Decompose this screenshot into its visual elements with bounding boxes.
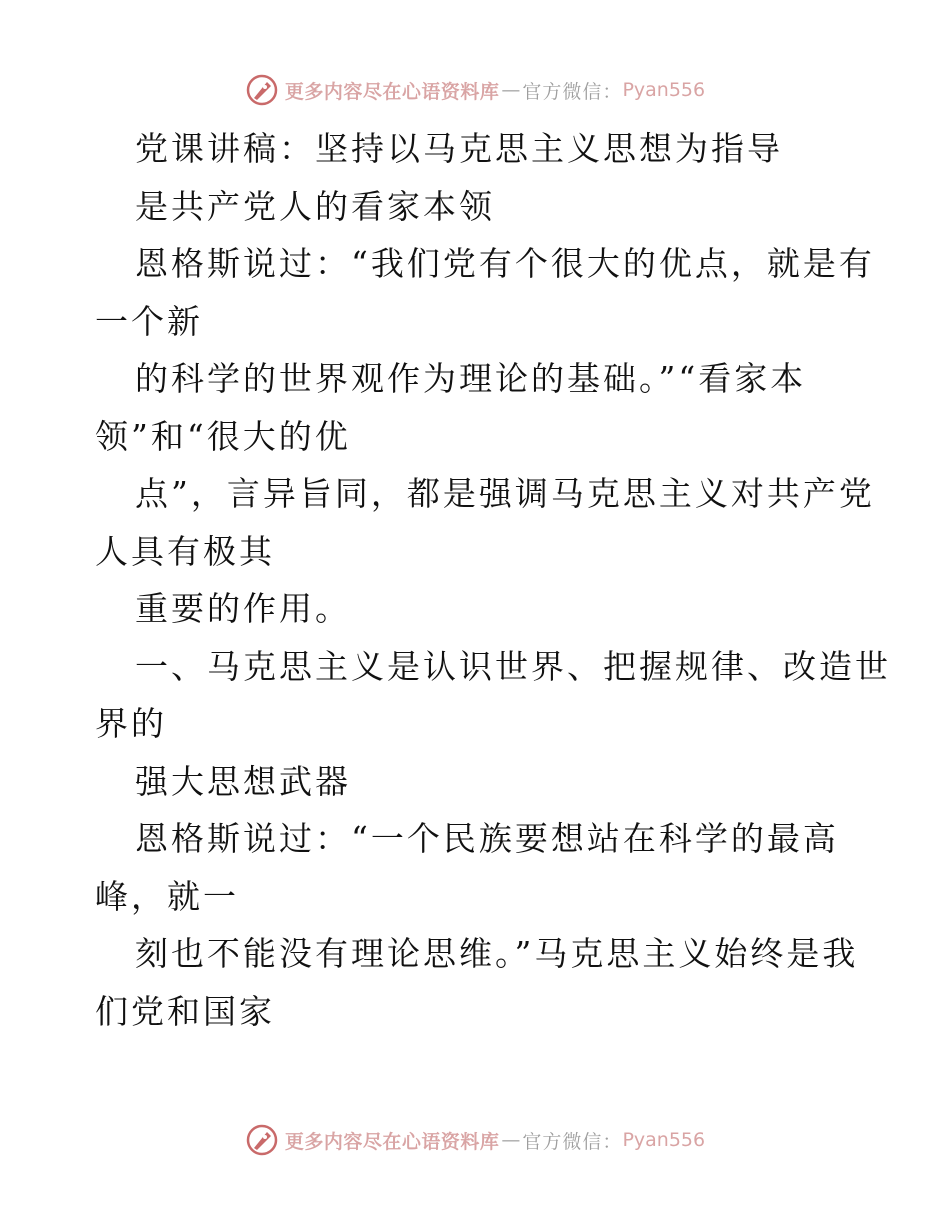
text-line: 党课讲稿：坚持以马克思主义思想为指导: [135, 129, 783, 168]
text-line: 的科学的世界观作为理论的基础。”“看家本: [135, 359, 807, 398]
footer-watermark: [0, 1120, 950, 1160]
header-watermark: [0, 70, 950, 110]
pen-nib-logo-icon: [245, 1123, 279, 1157]
text-line: 们党和国家: [95, 991, 275, 1031]
text-line: 强大思想武器: [135, 761, 351, 801]
text-line: 是共产党人的看家本领: [135, 186, 495, 226]
text-line: 人具有极其: [95, 531, 275, 571]
watermark-main-text: 更多内容尽在心语资料库: [284, 80, 500, 103]
text-line: 一、马克思主义是认识世界、把握规律、改造世: [135, 646, 891, 686]
watermark-wechat-id: Pyan556: [622, 1129, 706, 1151]
text-line: 重要的作用。: [135, 589, 351, 628]
watermark-wechat-id: Pyan556: [622, 79, 706, 101]
watermark-main-text: 更多内容尽在心语资料库: [284, 1130, 500, 1153]
watermark-wechat-label: 官方微信：: [522, 80, 623, 103]
text-line: 恩格斯说过：“一个民族要想站在科学的最高: [135, 819, 839, 858]
text-line: 一个新: [95, 301, 203, 341]
document-body: [95, 120, 891, 1040]
text-line: 界的: [95, 704, 167, 743]
text-line: 峰，就一: [95, 876, 239, 916]
watermark-wechat-label: 官方微信：: [522, 1130, 623, 1153]
watermark-dash: —: [501, 1129, 521, 1151]
watermark-dash: —: [501, 79, 521, 101]
text-line: 恩格斯说过：“我们党有个很大的优点，就是有: [135, 244, 875, 283]
text-line: 刻也不能没有理论思维。”马克思主义始终是我: [135, 934, 859, 973]
text-line: 点”，言异旨同，都是强调马克思主义对共产党: [135, 474, 875, 513]
text-line: 领”和“很大的优: [95, 416, 351, 456]
pen-nib-logo-icon: [245, 73, 279, 107]
